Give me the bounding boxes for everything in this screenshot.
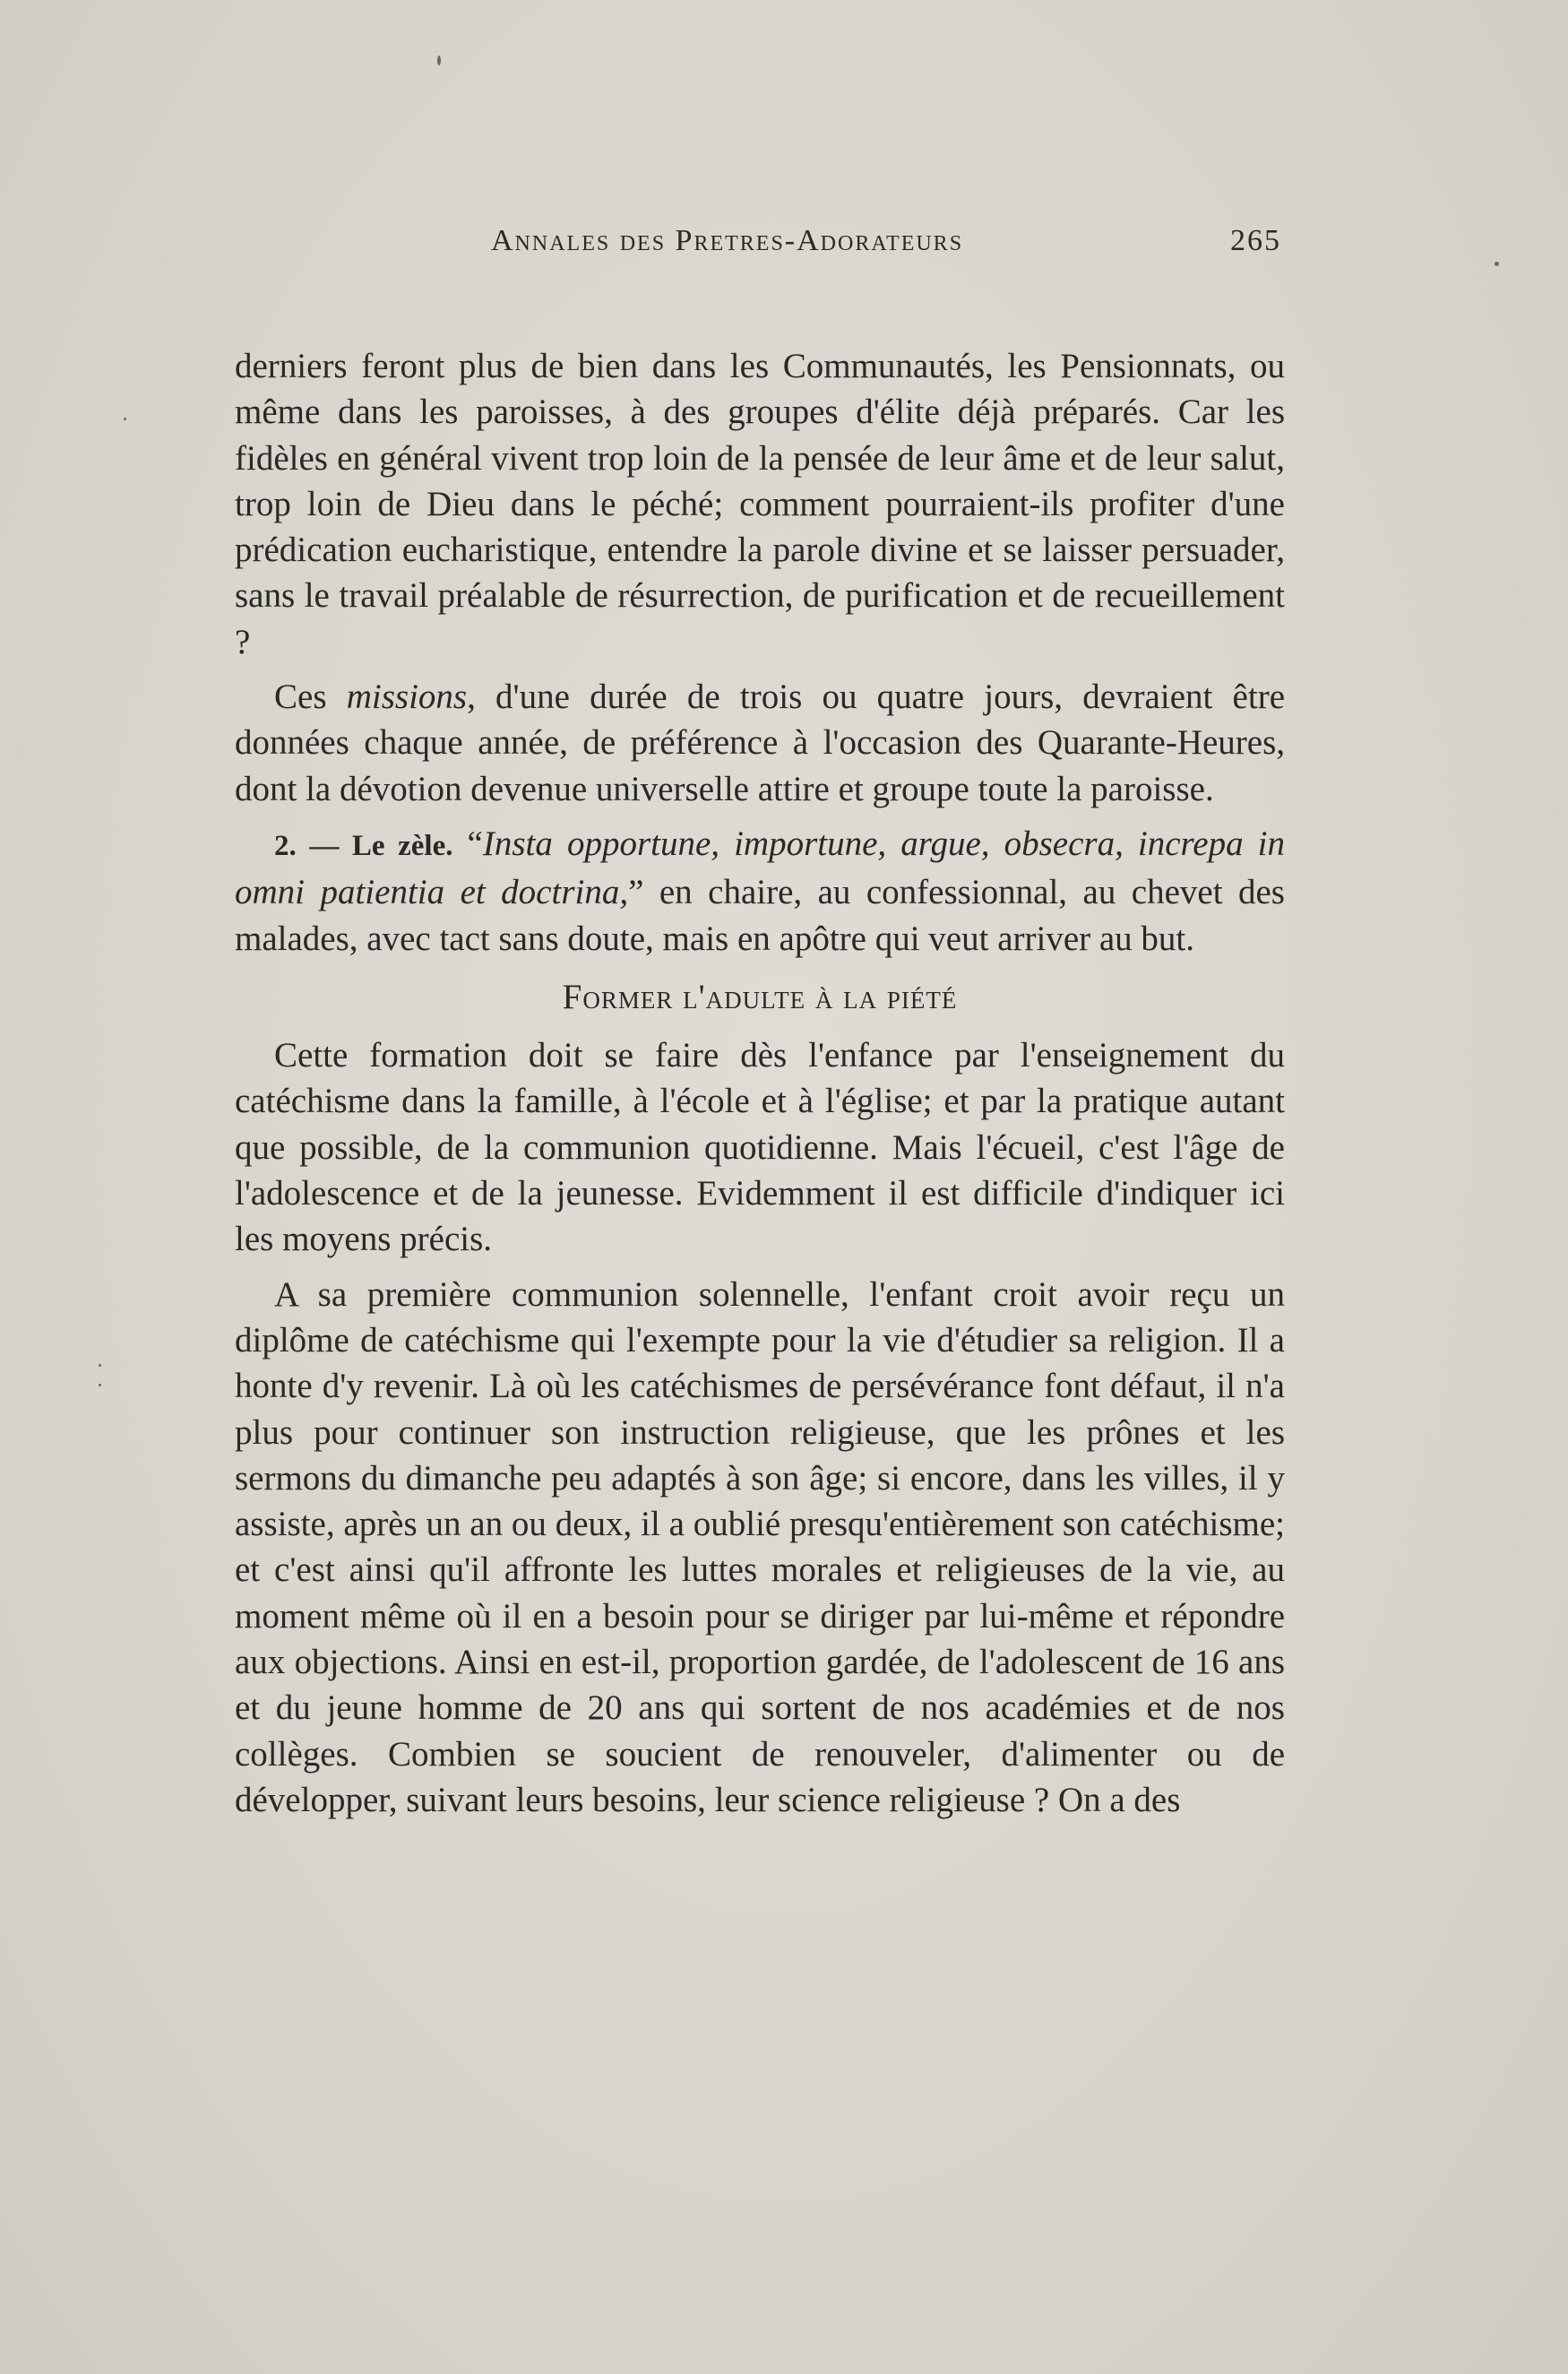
text-run: ” en chaire, au confessionnal, au chevet des malades, avec tact sans doute, mais en apôtre qui veut arriver au but. <box>235 873 1285 958</box>
ink-speck <box>1495 262 1499 266</box>
section-heading: Former l'adulte à la piété <box>562 977 958 1016</box>
ink-speck <box>124 418 126 420</box>
latin-quotation: Insta opportune, importune, argue, obsecra, increpa in omni patientia et doctrina, <box>235 824 1285 912</box>
running-head <box>235 224 1281 263</box>
text-run: Ces <box>274 678 347 717</box>
numbered-heading: 2. — Le zèle. <box>274 829 453 862</box>
page-number: 265 <box>1230 224 1281 257</box>
paragraph <box>235 821 1285 962</box>
text-run: , d'une durée de trois ou quatre jours, devraient être données chaque année, de préférence à l'occasion des Quarante-Heures, dont la dévotion devenue universelle attire et groupe toute la paroisse. <box>235 678 1285 808</box>
paragraph <box>235 674 1285 812</box>
ink-speck <box>437 56 441 65</box>
italic-term: missions <box>346 678 468 717</box>
paragraph: Cette formation doit se faire dès l'enfance par l'enseignement du catéchisme dans la famille, à l'école et à l'église; et par la pratique autant que possible, de la communion quotidienne. Mais l'écueil, c'est l'âge de l'adolescence et de la jeunesse. Evidemment il est difficile d'indiquer ici les moyens précis. <box>235 1036 1285 1259</box>
text-run: “ <box>452 824 483 863</box>
ink-speck <box>99 1384 101 1386</box>
running-title: Annales des Pretres-Adorateurs <box>491 224 964 257</box>
body-text <box>235 343 1285 1832</box>
paragraph: A sa première communion solennelle, l'enfant croit avoir reçu un diplôme de catéchisme qui l'exempte pour la vie d'étudier sa religion. Il a honte d'y revenir. Là où les catéchismes de persévérance font défaut, il n'a plus pour continuer son instruction religieuse, que les prônes et les sermons du dimanche peu adaptés à son âge; si encore, dans les villes, il y assiste, après un an ou deux, il a oublié presqu'entièrement son catéchisme; et c'est ainsi qu'il affronte les luttes morales et religieuses de la vie, au moment même où il en a besoin pour se diriger par lui-même et répondre aux objections. Ainsi en est-il, proportion gardée, de l'adolescent de 16 ans et du jeune homme de 20 ans qui sortent de nos académies et de nos collèges. Combien se soucient de renouveler, d'alimenter ou de développer, suivant leurs besoins, leur science religieuse ? On a des <box>235 1274 1285 1819</box>
paragraph: derniers feront plus de bien dans les Communautés, les Pensionnats, ou même dans les paroisses, à des groupes d'élite déjà préparés. Car les fidèles en général vivent trop loin de la pensée de leur âme et de leur salut, trop loin de Dieu dans le péché; comment pourraient-ils profiter d'une prédication eucharistique, entendre la parole divine et se laisser persuader, sans le travail préalable de résurrection, de purification et de recueillement ? <box>235 347 1285 661</box>
ink-speck <box>99 1364 101 1367</box>
